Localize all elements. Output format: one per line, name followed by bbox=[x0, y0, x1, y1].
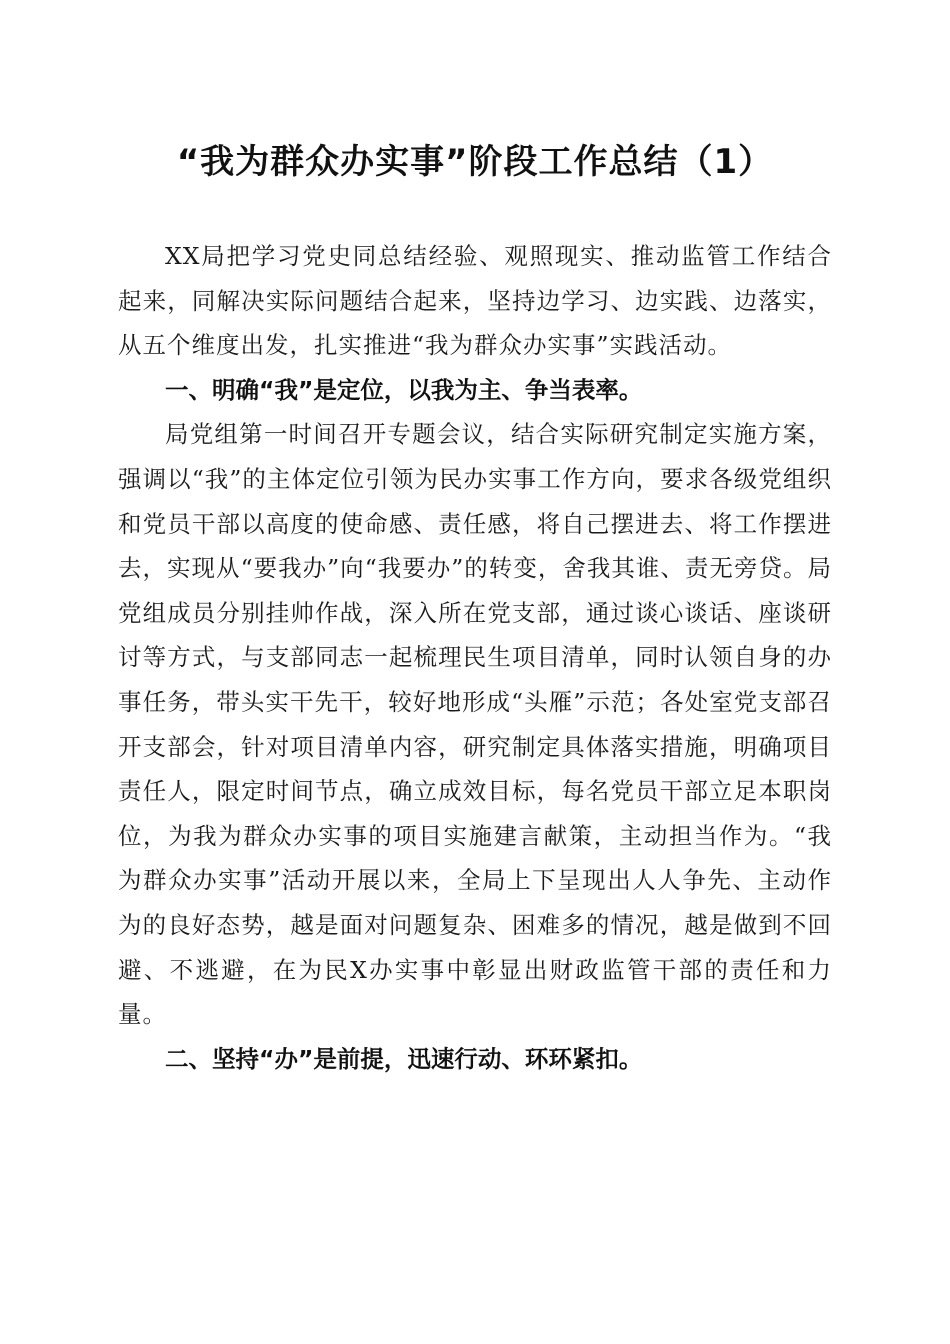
section-1-paragraph: 局党组第一时间召开专题会议，结合实际研究制定实施方案，强调以“我”的主体定位引领为民办实事工作方向，要求各级党组织和党员干部以高度的使命感、责任感，将自己摆进去、将工作摆进去，实现从“要我办”向“我要办”的转变，舍我其谁、责无旁贷。局党组成员分别挂帅作战，深入所在党支部，通过谈心谈话、座谈研讨等方式，与支部同志一起梳理民生项目清单，同时认领自身的办事任务，带头实干先干，较好地形成“头雁”示范；各处室党支部召开支部会，针对项目清单内容，研究制定具体落实措施，明确项目责任人，限定时间节点，确立成效目标，每名党员干部立足本职岗位，为我为群众办实事的项目实施建言献策，主动担当作为。“我为群众办实事”活动开展以来，全局上下呈现出人人争先、主动作为的良好态势，越是面对问题复杂、困难多的情况，越是做到不回避、不逃避，在为民X办实事中彰显出财政监管干部的责任和力量。 bbox=[118, 420, 832, 1029]
section-1-heading: 一、明确“我”是定位，以我为主、争当表率。 bbox=[165, 375, 643, 404]
section-2-heading: 二、坚持“办”是前提，迅速行动、环环紧扣。 bbox=[165, 1044, 643, 1073]
intro-paragraph: XX局把学习党史同总结经验、观照现实、推动监管工作结合起来，同解决实际问题结合起来，坚持边学习、边实践、边落实，从五个维度出发，扎实推进“我为群众办实事”实践活动。 bbox=[118, 242, 832, 360]
document-title: “我为群众办实事”阶段工作总结（1） bbox=[176, 142, 774, 182]
document-body bbox=[118, 234, 832, 1081]
